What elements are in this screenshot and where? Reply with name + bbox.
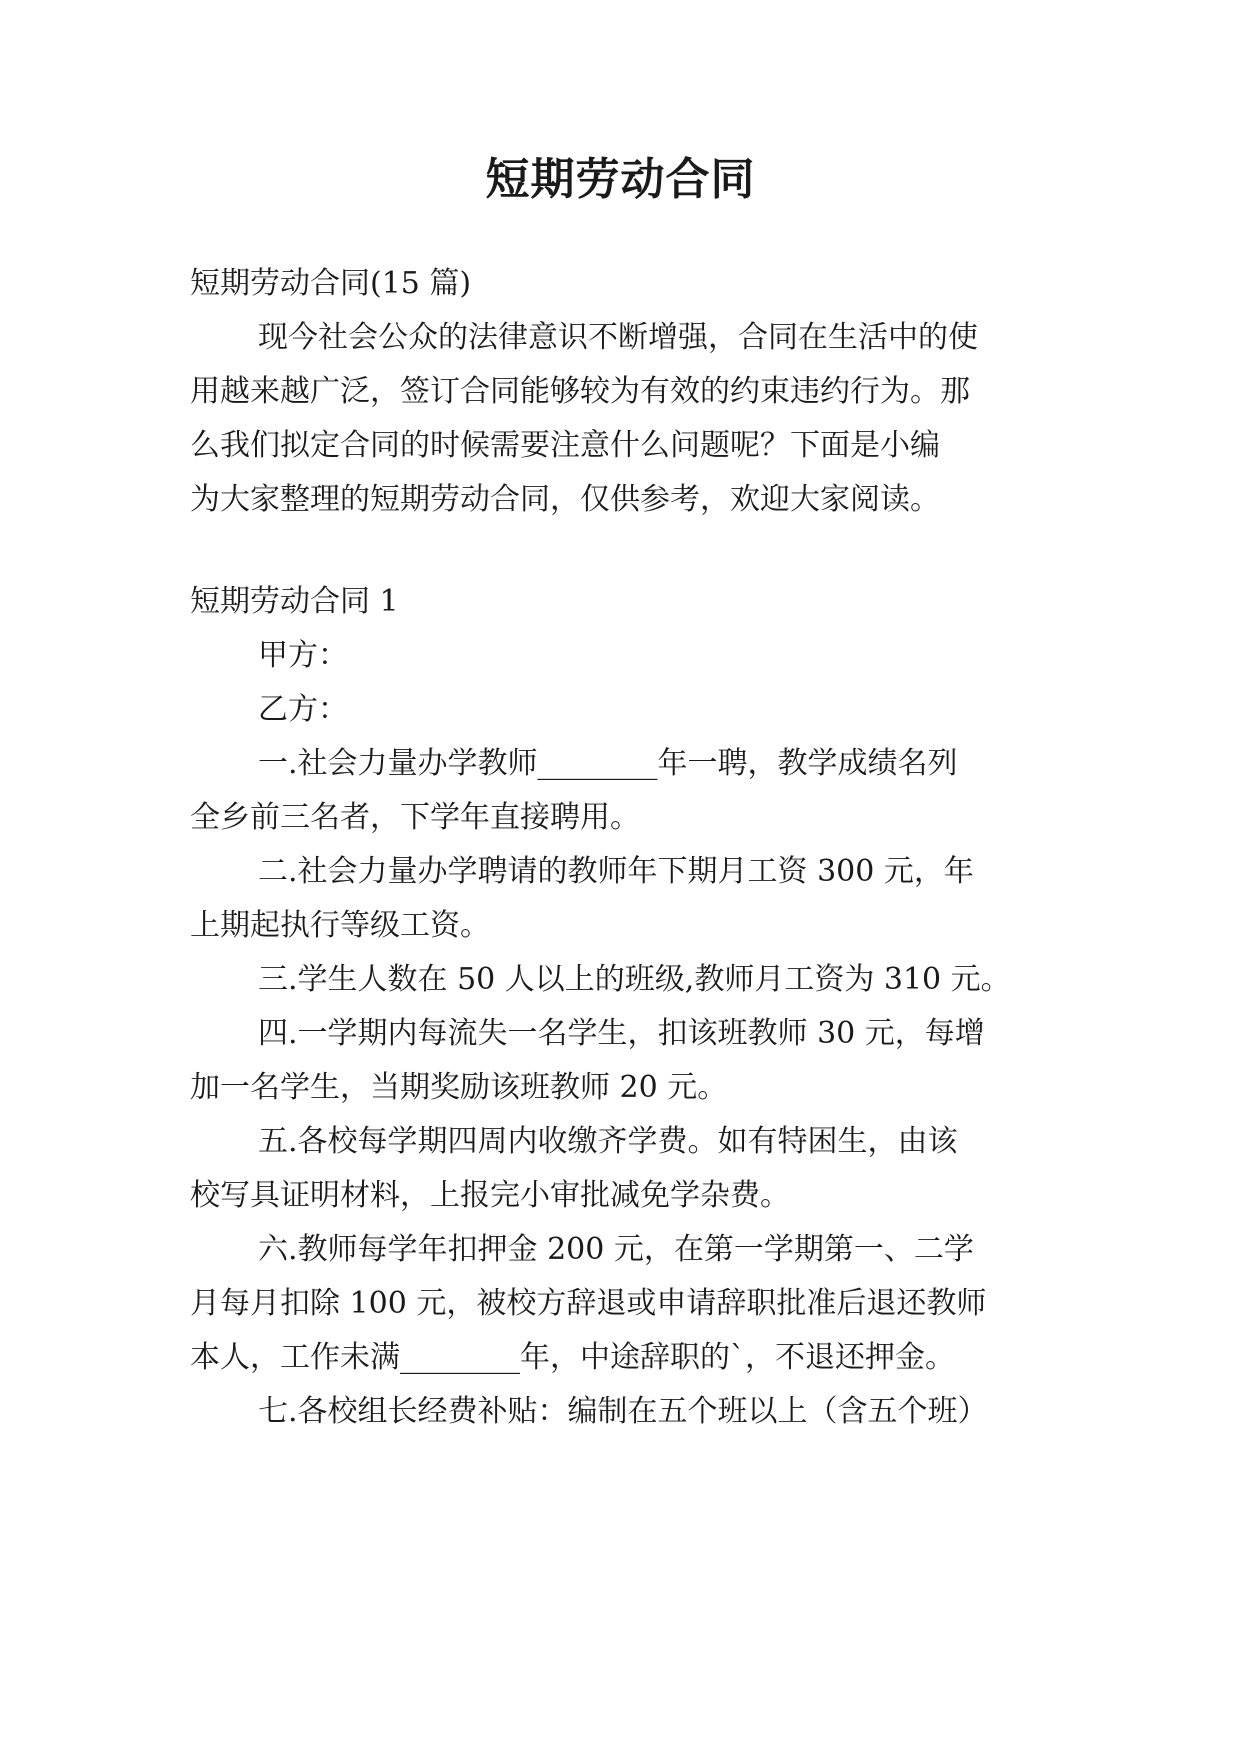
intro-line: 么我们拟定合同的时候需要注意什么问题呢？下面是小编	[190, 428, 940, 463]
section-heading: 短期劳动合同 1	[190, 584, 399, 619]
clause-line: 四.一学期内每流失一名学生，扣该班教师 30 元，每增	[258, 1016, 985, 1051]
clause-line: 一.社会力量办学教师________年一聘，教学成绩名列	[258, 746, 958, 781]
clause-line: 加一名学生，当期奖励该班教师 20 元。	[190, 1070, 728, 1105]
intro-line: 用越来越广泛，签订合同能够较为有效的约束违约行为。那	[190, 374, 970, 409]
clause-line: 五.各校每学期四周内收缴齐学费。如有特困生，由该	[258, 1124, 958, 1159]
party-a-label: 甲方：	[258, 638, 348, 673]
clause-line: 二.社会力量办学聘请的教师年下期月工资 300 元，年	[258, 854, 974, 889]
document-title: 短期劳动合同	[485, 154, 756, 205]
clause-line: 全乡前三名者，下学年直接聘用。	[190, 800, 640, 835]
intro-line: 现今社会公众的法律意识不断增强，合同在生活中的使	[258, 320, 978, 355]
clause-line: 七.各校组长经费补贴：编制在五个班以上（含五个班）	[258, 1394, 988, 1429]
clause-line: 本人，工作未满________年，中途辞职的`，不退还押金。	[190, 1340, 955, 1375]
clause-line: 上期起执行等级工资。	[190, 908, 490, 943]
document-subtitle: 短期劳动合同(15 篇)	[190, 266, 472, 301]
clause-line: 六.教师每学年扣押金 200 元，在第一学期第一、二学	[258, 1232, 974, 1267]
clause-line: 校写具证明材料，上报完小审批减免学杂费。	[190, 1178, 790, 1213]
party-b-label: 乙方：	[258, 692, 348, 727]
intro-line: 为大家整理的短期劳动合同，仅供参考，欢迎大家阅读。	[190, 482, 940, 517]
clause-line: 月每月扣除 100 元，被校方辞退或申请辞职批准后退还教师	[190, 1286, 987, 1321]
clause-line: 三.学生人数在 50 人以上的班级,教师月工资为 310 元。	[258, 962, 1011, 997]
